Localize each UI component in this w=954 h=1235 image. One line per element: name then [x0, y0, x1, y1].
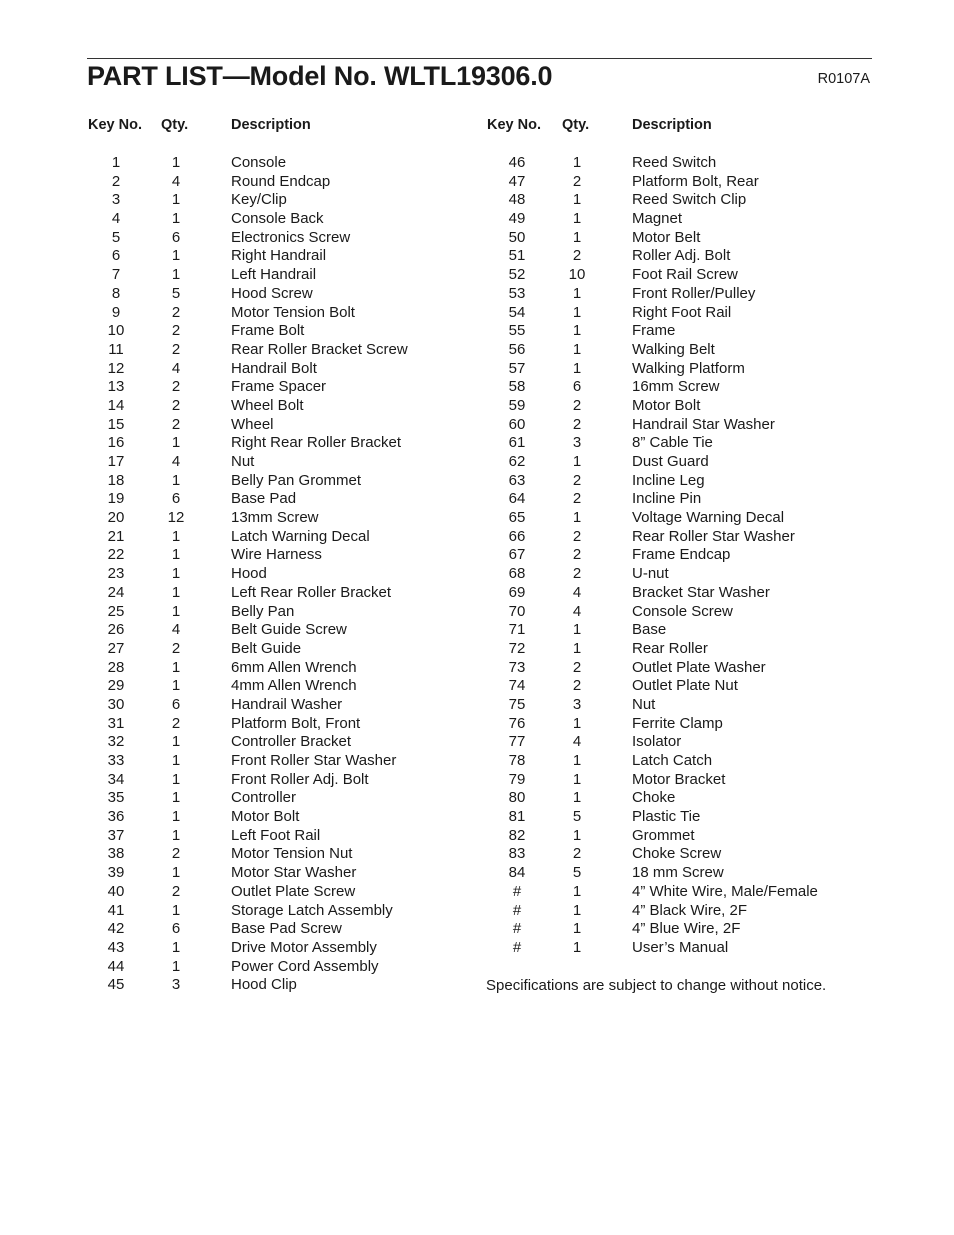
- part-key-no: #: [512, 882, 522, 900]
- part-description: Belly Pan Grommet: [231, 471, 362, 489]
- part-key-no: 19: [107, 490, 125, 508]
- part-key-no: 25: [107, 602, 125, 620]
- part-key-no: 38: [107, 845, 125, 863]
- part-qty: 1: [171, 247, 181, 265]
- part-key-no: 57: [508, 359, 526, 377]
- part-key-no: 9: [111, 303, 121, 321]
- part-key-no: 69: [508, 583, 526, 601]
- part-qty: 1: [171, 471, 181, 489]
- part-description: Front Roller/Pulley: [632, 284, 756, 302]
- part-key-no: 44: [107, 957, 125, 975]
- part-qty: 1: [572, 453, 582, 470]
- part-key-no: 8: [111, 284, 121, 302]
- part-qty: 1: [572, 938, 582, 956]
- part-key-no: 75: [508, 695, 526, 713]
- part-key-no: 77: [508, 733, 526, 751]
- part-qty: 4: [171, 359, 181, 377]
- part-qty: 1: [572, 191, 582, 209]
- part-description: Right Foot Rail: [632, 303, 732, 321]
- part-qty: 4: [572, 602, 582, 620]
- part-qty: 1: [572, 509, 582, 527]
- part-key-no: 36: [107, 808, 125, 826]
- part-key-no: 54: [508, 303, 526, 321]
- part-qty: 2: [171, 415, 181, 433]
- part-key-no: 52: [508, 266, 526, 284]
- part-key-no: 66: [508, 527, 526, 545]
- part-description: Storage Latch Assembly: [231, 901, 393, 919]
- part-key-no: 46: [508, 154, 526, 171]
- part-key-no: 21: [107, 527, 125, 545]
- part-description: 13mm Screw: [231, 509, 319, 527]
- part-description: Voltage Warning Decal: [632, 509, 785, 527]
- part-key-no: 56: [508, 340, 526, 358]
- part-description: Choke: [632, 789, 676, 807]
- part-key-no: 76: [508, 714, 526, 732]
- part-qty: 2: [171, 396, 181, 414]
- part-qty: 1: [171, 565, 181, 583]
- part-key-no: 83: [508, 845, 526, 863]
- part-key-no: 16: [107, 434, 125, 452]
- part-qty: 2: [572, 490, 582, 508]
- part-description: Outlet Plate Nut: [632, 677, 738, 695]
- part-description: Grommet: [632, 826, 695, 844]
- part-key-no: 17: [107, 453, 125, 470]
- part-qty: 2: [171, 322, 181, 340]
- left-header-key: Key No.: [88, 117, 142, 133]
- part-qty: 2: [171, 378, 181, 396]
- part-qty: 1: [572, 882, 582, 900]
- document-code: R0107A: [817, 71, 870, 87]
- right-header-qty: Qty.: [562, 117, 590, 133]
- part-description: Latch Warning Decal: [231, 527, 370, 545]
- part-qty: 1: [171, 752, 181, 769]
- part-description: Round Endcap: [231, 172, 331, 190]
- part-key-no: 29: [107, 677, 125, 695]
- part-key-no: 6: [111, 247, 121, 265]
- part-description: Handrail Washer: [231, 695, 343, 713]
- part-qty: 2: [572, 471, 582, 489]
- part-qty: 1: [572, 303, 582, 321]
- part-description: Wire Harness: [231, 546, 322, 564]
- part-description: Hood Screw: [231, 284, 313, 302]
- part-description: Left Rear Roller Bracket: [231, 583, 392, 601]
- part-qty: 1: [171, 808, 181, 826]
- part-qty: 1: [171, 864, 181, 882]
- part-key-no: 65: [508, 509, 526, 527]
- part-key-no: 27: [107, 639, 125, 657]
- part-qty: 2: [572, 677, 582, 695]
- part-qty: 1: [171, 210, 181, 228]
- part-description: Dust Guard: [632, 453, 709, 470]
- part-description: Incline Leg: [632, 471, 705, 489]
- part-key-no: 71: [508, 621, 526, 639]
- part-key-no: #: [512, 938, 522, 956]
- part-qty: 6: [171, 228, 181, 246]
- part-description: Controller: [231, 789, 297, 807]
- part-qty: 4: [171, 453, 181, 470]
- part-key-no: 53: [508, 284, 526, 302]
- part-description: 4mm Allen Wrench: [231, 677, 357, 695]
- part-qty: 1: [572, 752, 582, 769]
- part-key-no: 26: [107, 621, 125, 639]
- part-qty: 1: [572, 210, 582, 228]
- part-qty: 1: [171, 957, 181, 975]
- part-description: 4” White Wire, Male/Female: [632, 882, 818, 900]
- part-key-no: 5: [111, 228, 121, 246]
- part-key-no: 35: [107, 789, 125, 807]
- part-description: Electronics Screw: [231, 228, 351, 246]
- part-qty: 1: [171, 434, 181, 452]
- part-key-no: 1: [111, 154, 121, 171]
- part-description: Reed Switch: [632, 154, 717, 171]
- part-description: Drive Motor Assembly: [231, 938, 377, 956]
- part-qty: 5: [171, 284, 181, 302]
- part-description: 8” Cable Tie: [632, 434, 713, 452]
- part-qty: 1: [572, 228, 582, 246]
- part-description: Rear Roller: [632, 639, 708, 657]
- part-key-no: #: [512, 901, 522, 919]
- part-description: Right Handrail: [231, 247, 327, 265]
- part-description: Foot Rail Screw: [632, 266, 738, 284]
- part-qty: 6: [171, 490, 181, 508]
- part-qty: 1: [171, 901, 181, 919]
- part-qty: 1: [171, 826, 181, 844]
- part-qty: 1: [171, 191, 181, 209]
- part-description: Rear Roller Bracket Screw: [231, 340, 408, 358]
- part-description: Front Roller Star Washer: [231, 752, 397, 769]
- part-key-no: 80: [508, 789, 526, 807]
- part-description: Motor Bracket: [632, 770, 726, 788]
- part-description: Reed Switch Clip: [632, 191, 747, 209]
- part-qty: 6: [572, 378, 582, 396]
- part-description: Base Pad: [231, 490, 297, 508]
- part-description: Bracket Star Washer: [632, 583, 770, 601]
- part-key-no: 78: [508, 752, 526, 769]
- part-description: Latch Catch: [632, 752, 713, 769]
- part-description: Outlet Plate Washer: [632, 658, 766, 676]
- part-description: Belly Pan: [231, 602, 295, 620]
- part-qty: 3: [572, 695, 582, 713]
- part-key-no: 55: [508, 322, 526, 340]
- part-qty: 1: [572, 770, 582, 788]
- part-key-no: 59: [508, 396, 526, 414]
- part-qty: 1: [572, 901, 582, 919]
- part-qty: 1: [171, 789, 181, 807]
- part-key-no: 20: [107, 509, 125, 527]
- part-description: Walking Belt: [632, 340, 715, 358]
- part-qty: 6: [171, 920, 181, 938]
- part-key-no: 68: [508, 565, 526, 583]
- part-key-no: 50: [508, 228, 526, 246]
- part-qty: 2: [572, 565, 582, 583]
- part-qty: 2: [171, 845, 181, 863]
- part-qty: 3: [171, 976, 181, 994]
- part-key-no: 41: [107, 901, 125, 919]
- part-key-no: 32: [107, 733, 125, 751]
- part-key-no: 34: [107, 770, 125, 788]
- part-description: Console: [231, 154, 287, 171]
- left-header-qty: Qty.: [161, 117, 189, 133]
- part-description: Ferrite Clamp: [632, 714, 723, 732]
- part-qty: 2: [572, 247, 582, 265]
- part-description: Front Roller Adj. Bolt: [231, 770, 369, 788]
- part-description: 18 mm Screw: [632, 864, 724, 882]
- part-key-no: 23: [107, 565, 125, 583]
- part-description: 6mm Allen Wrench: [231, 658, 357, 676]
- part-qty: 1: [572, 359, 582, 377]
- part-key-no: 37: [107, 826, 125, 844]
- part-key-no: 67: [508, 546, 526, 564]
- part-description: Console Screw: [632, 602, 733, 620]
- right-header-description: Description: [632, 117, 712, 133]
- part-description: Outlet Plate Screw: [231, 882, 356, 900]
- part-key-no: 51: [508, 247, 526, 265]
- part-qty: 1: [171, 527, 181, 545]
- part-key-no: 4: [111, 210, 121, 228]
- part-key-no: 60: [508, 415, 526, 433]
- part-qty: 1: [572, 154, 582, 171]
- part-description: Motor Tension Bolt: [231, 303, 355, 321]
- part-key-no: 33: [107, 752, 125, 769]
- part-key-no: 30: [107, 695, 125, 713]
- part-description: Motor Belt: [632, 228, 701, 246]
- part-key-no: 42: [107, 920, 125, 938]
- part-qty: 1: [171, 602, 181, 620]
- part-qty: 1: [171, 658, 181, 676]
- part-description: Platform Bolt, Front: [231, 714, 361, 732]
- page-title: PART LIST—Model No. WLTL19306.0: [87, 61, 553, 91]
- part-qty: 4: [171, 621, 181, 639]
- part-key-no: 63: [508, 471, 526, 489]
- part-description: Right Rear Roller Bracket: [231, 434, 402, 452]
- part-description: Motor Bolt: [632, 396, 701, 414]
- part-qty: 12: [167, 509, 185, 527]
- part-key-no: 18: [107, 471, 125, 489]
- part-key-no: 82: [508, 826, 526, 844]
- part-qty: 5: [572, 808, 582, 826]
- part-qty: 1: [171, 938, 181, 956]
- part-qty: 1: [572, 284, 582, 302]
- part-qty: 2: [572, 658, 582, 676]
- part-key-no: 47: [508, 172, 526, 190]
- part-description: Magnet: [632, 210, 683, 228]
- part-key-no: #: [512, 920, 522, 938]
- part-description: Hood: [231, 565, 267, 583]
- part-qty: 1: [171, 583, 181, 601]
- part-key-no: 58: [508, 378, 526, 396]
- part-description: Base Pad Screw: [231, 920, 342, 938]
- part-qty: 4: [171, 172, 181, 190]
- part-key-no: 43: [107, 938, 125, 956]
- part-key-no: 3: [111, 191, 121, 209]
- part-description: Motor Tension Nut: [231, 845, 353, 863]
- part-key-no: 12: [107, 359, 125, 377]
- part-key-no: 74: [508, 677, 526, 695]
- part-description: Power Cord Assembly: [231, 957, 379, 975]
- part-description: Wheel: [231, 415, 274, 433]
- part-key-no: 2: [111, 172, 121, 190]
- part-qty: 1: [572, 639, 582, 657]
- part-qty: 1: [572, 920, 582, 938]
- part-qty: 10: [568, 266, 586, 284]
- part-qty: 1: [572, 826, 582, 844]
- part-qty: 1: [171, 546, 181, 564]
- part-description: Plastic Tie: [632, 808, 701, 826]
- part-description: Belt Guide Screw: [231, 621, 347, 639]
- part-key-no: 79: [508, 770, 526, 788]
- part-qty: 2: [572, 415, 582, 433]
- part-key-no: 64: [508, 490, 526, 508]
- part-description: Wheel Bolt: [231, 396, 304, 414]
- part-description: Frame: [632, 322, 676, 340]
- part-key-no: 7: [111, 266, 121, 284]
- part-key-no: 48: [508, 191, 526, 209]
- part-key-no: 84: [508, 864, 526, 882]
- part-description: U-nut: [632, 565, 669, 583]
- part-description: User’s Manual: [632, 938, 729, 956]
- part-description: Incline Pin: [632, 490, 702, 508]
- part-qty: 1: [572, 714, 582, 732]
- part-qty: 1: [572, 322, 582, 340]
- part-description: Rear Roller Star Washer: [632, 527, 795, 545]
- part-qty: 6: [171, 695, 181, 713]
- part-description: Left Handrail: [231, 266, 317, 284]
- part-qty: 5: [572, 864, 582, 882]
- part-key-no: 40: [107, 882, 125, 900]
- part-qty: 2: [171, 303, 181, 321]
- part-description: Controller Bracket: [231, 733, 352, 751]
- part-qty: 4: [572, 733, 582, 751]
- part-key-no: 31: [107, 714, 125, 732]
- part-key-no: 14: [107, 396, 125, 414]
- part-qty: 2: [171, 340, 181, 358]
- part-description: Frame Endcap: [632, 546, 731, 564]
- part-key-no: 81: [508, 808, 526, 826]
- part-description: Handrail Bolt: [231, 359, 317, 377]
- part-key-no: 70: [508, 602, 526, 620]
- part-key-no: 22: [107, 546, 125, 564]
- part-qty: 4: [572, 583, 582, 601]
- part-description: Key/Clip: [231, 191, 287, 209]
- part-qty: 1: [171, 733, 181, 751]
- part-qty: 1: [572, 789, 582, 807]
- part-qty: 2: [572, 172, 582, 190]
- part-key-no: 15: [107, 415, 125, 433]
- part-description: Frame Bolt: [231, 322, 305, 340]
- part-description: Choke Screw: [632, 845, 722, 863]
- part-qty: 3: [572, 434, 582, 452]
- part-description: Isolator: [632, 733, 682, 751]
- part-qty: 2: [171, 882, 181, 900]
- part-description: Motor Star Washer: [231, 864, 357, 882]
- part-qty: 1: [171, 677, 181, 695]
- part-key-no: 10: [107, 322, 125, 340]
- part-description: Nut: [632, 695, 656, 713]
- part-key-no: 73: [508, 658, 526, 676]
- part-key-no: 13: [107, 378, 125, 396]
- part-description: Walking Platform: [632, 359, 745, 377]
- part-description: Nut: [231, 453, 255, 470]
- part-description: Handrail Star Washer: [632, 415, 775, 433]
- part-qty: 2: [171, 639, 181, 657]
- part-description: Platform Bolt, Rear: [632, 172, 759, 190]
- part-qty: 1: [171, 770, 181, 788]
- part-description: 16mm Screw: [632, 378, 720, 396]
- left-header-description: Description: [231, 117, 311, 133]
- part-description: 4” Blue Wire, 2F: [632, 920, 741, 938]
- top-rule: [87, 58, 872, 59]
- part-description: Belt Guide: [231, 639, 302, 657]
- part-qty: 2: [572, 845, 582, 863]
- part-description: Left Foot Rail: [231, 826, 321, 844]
- part-key-no: 49: [508, 210, 526, 228]
- part-description: Hood Clip: [231, 976, 297, 994]
- part-key-no: 45: [107, 976, 125, 994]
- part-qty: 2: [171, 714, 181, 732]
- specifications-note: Specifications are subject to change without notice.: [486, 977, 827, 994]
- part-key-no: 11: [108, 340, 124, 358]
- part-description: Roller Adj. Bolt: [632, 247, 731, 265]
- part-description: 4” Black Wire, 2F: [632, 901, 748, 919]
- part-description: Base: [632, 621, 667, 639]
- part-key-no: 39: [107, 864, 125, 882]
- part-qty: 1: [572, 621, 582, 639]
- part-qty: 1: [171, 266, 181, 284]
- right-header-key: Key No.: [487, 117, 541, 133]
- part-key-no: 28: [107, 658, 125, 676]
- part-qty: 1: [572, 340, 582, 358]
- part-description: Motor Bolt: [231, 808, 300, 826]
- part-qty: 2: [572, 546, 582, 564]
- part-key-no: 61: [508, 434, 526, 452]
- part-description: Frame Spacer: [231, 378, 327, 396]
- part-description: Console Back: [231, 210, 324, 228]
- part-qty: 1: [171, 154, 181, 171]
- part-qty: 2: [572, 396, 582, 414]
- part-key-no: 62: [508, 453, 526, 470]
- part-qty: 2: [572, 527, 582, 545]
- part-key-no: 72: [508, 639, 526, 657]
- part-key-no: 24: [107, 583, 125, 601]
